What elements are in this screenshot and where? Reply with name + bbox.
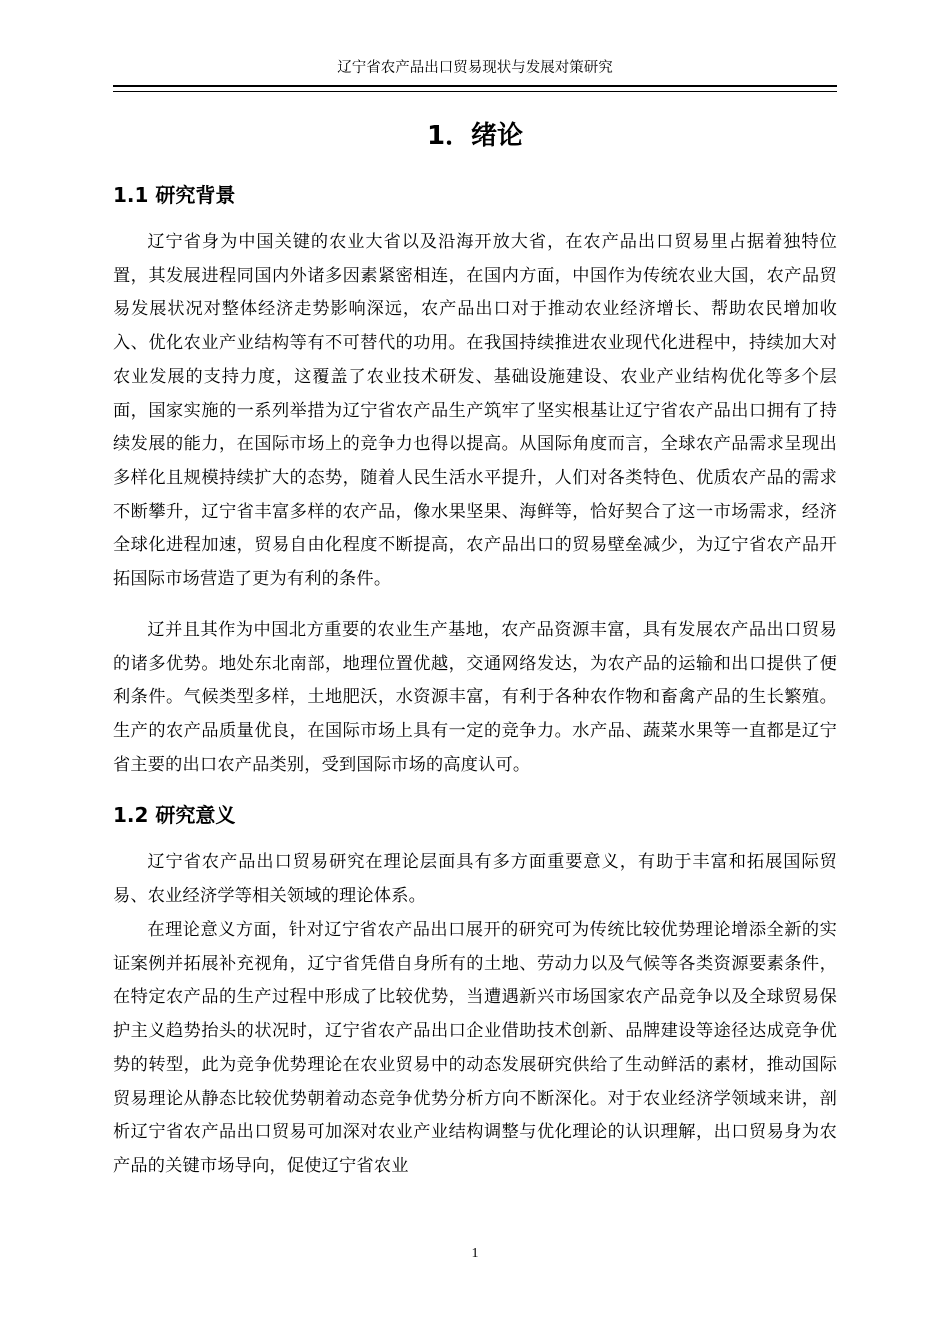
header-rule-thin <box>113 91 837 92</box>
header-rule <box>113 85 837 87</box>
page-number: 1 <box>471 1246 479 1261</box>
chapter-title: 1．绪论 <box>426 121 524 151</box>
running-header: 辽宁省农产品出口贸易现状与发展对策研究 <box>337 60 613 76</box>
body-paragraph: 辽宁省身为中国关键的农业大省以及沿海开放大省，在农产品出口贸易里占据着独特位置，其发展进程同国内外诸多因素紧密相连，在国内方面，中国作为传统农业大国，农产品贸易发展状况对整体经济走势影响深远，农产品出口对于推动农业经济增长、帮助农民增加收入、优化农业产业结构等有不可替代的功用。在我国持续推进农业现代化进程中，持续加大对农业发展的支持力度，这覆盖了农业技术研发、基础设施建设、农业产业结构优化等多个层面，国家实施的一系列举措为辽宁省农产品生产筑牢了坚实根基让辽宁省农产品出口拥有了持续发展的能力，在国际市场上的竞争力也得以提高。从国际角度而言，全球农产品需求呈现出多样化且规模持续扩大的态势，随着人民生活水平提升，人们对各类特色、优质农产品的需求不断攀升，辽宁省丰富多样的农产品，像水果坚果、海鲜等，恰好契合了这一市场需求，经济全球化进程加速，贸易自由化程度不断提高，农产品出口的贸易壁垒减少，为辽宁省农产品开拓国际市场营造了更为有利的条件。 <box>113 232 837 590</box>
body-paragraph: 在理论意义方面，针对辽宁省农产品出口展开的研究可为传统比较优势理论增添全新的实证案例并拓展补充视角，辽宁省凭借自身所有的土地、劳动力以及气候等各类资源要素条件，在特定农产品的生产过程中形成了比较优势，当遭遇新兴市场国家农产品竞争以及全球贸易保护主义趋势抬头的状况时，辽宁省农产品出口企业借助技术创新、品牌建设等途径达成竞争优势的转型，此为竞争优势理论在农业贸易中的动态发展研究供给了生动鲜活的素材，推动国际贸易理论从静态比较优势朝着动态竞争优势分析方向不断深化。对于农业经济学领域来讲，剖析辽宁省农产品出口贸易可加深对农业产业结构调整与优化理论的认识理解，出口贸易身为农产品的关键市场导向，促使辽宁省农业 <box>113 920 837 1176</box>
body-paragraph: 辽宁省农产品出口贸易研究在理论层面具有多方面重要意义，有助于丰富和拓展国际贸易、农业经济学等相关领域的理论体系。 <box>113 852 837 906</box>
section-title: 1.1 研究背景 <box>113 183 236 207</box>
section-title: 1.2 研究意义 <box>113 803 236 827</box>
body-paragraph: 辽并且其作为中国北方重要的农业生产基地，农产品资源丰富，具有发展农产品出口贸易的诸多优势。地处东北南部，地理位置优越，交通网络发达，为农产品的运输和出口提供了便利条件。气候类型多样，土地肥沃，水资源丰富，有利于各种农作物和畜禽产品的生长繁殖。生产的农产品质量优良，在国际市场上具有一定的竞争力。水产品、蔬菜水果等一直都是辽宁省主要的出口农产品类别，受到国际市场的高度认可。 <box>113 620 837 775</box>
